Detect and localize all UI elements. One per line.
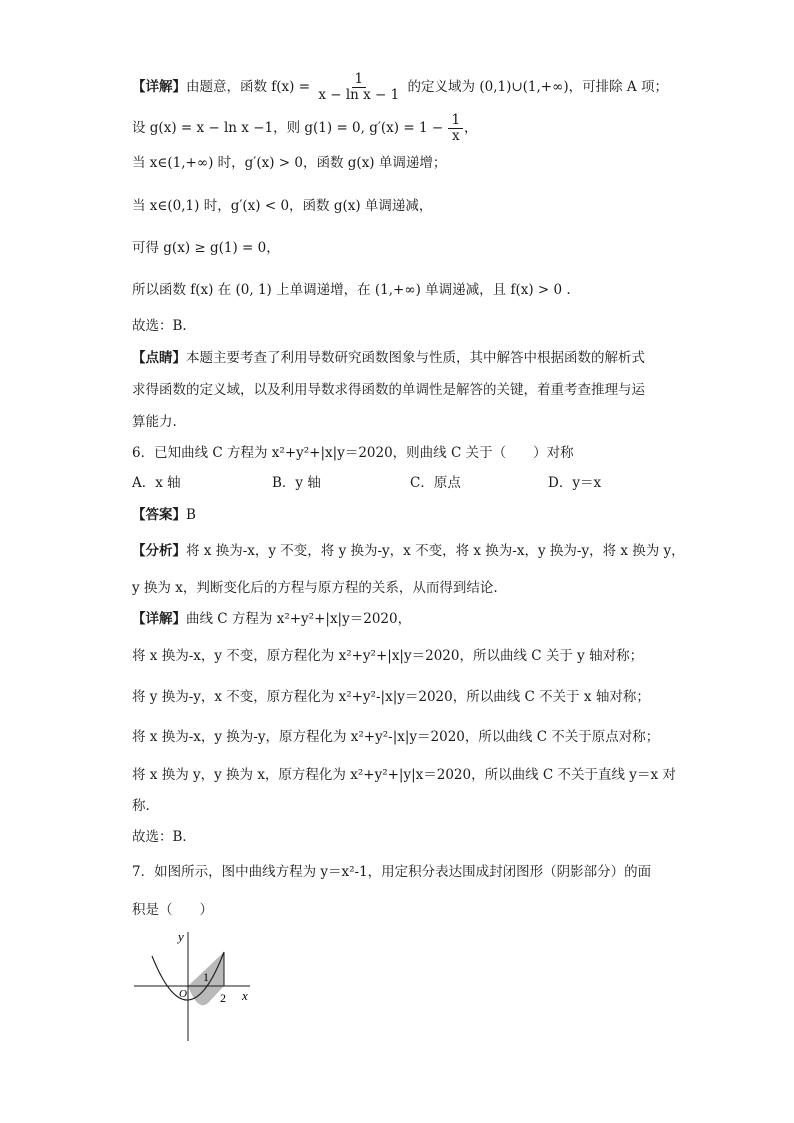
analysis-tag: 【分析】 xyxy=(132,543,186,559)
detail2-line-6: 称. xyxy=(132,798,150,814)
fraction xyxy=(448,113,463,144)
detail2-line-2: 将 x 换为-x，y 不变，原方程化为 x²+y²+|x|y＝2020，所以曲线 C 关于 y 轴对称； xyxy=(132,648,644,664)
text: ， xyxy=(464,120,478,136)
analysis-line-2: y 换为 x，判断变化后的方程与原方程的关系，从而得到结论. xyxy=(132,580,498,596)
line-detail-5: 可得 g(x) ≥ g(1) = 0， xyxy=(132,240,280,256)
text: 本题主要考查了利用导数研究函数图象与性质，其中解答中根据函数的解析式 xyxy=(186,350,645,366)
fraction-numerator: 1 xyxy=(352,72,367,88)
option-b: B．y 轴 xyxy=(272,475,321,491)
mark-2-label: 2 xyxy=(220,991,226,1005)
detail2-line-7: 故选：B． xyxy=(132,829,196,845)
fraction-denominator: x xyxy=(451,128,460,144)
line-choice-1: 故选：B. xyxy=(132,318,187,334)
option-a: A．x 轴 xyxy=(132,475,181,491)
analysis-line-1 xyxy=(132,541,685,561)
detail-tag: 【详解】 xyxy=(132,611,186,627)
option-c: C．原点 xyxy=(410,475,461,491)
x-axis-label: x xyxy=(242,988,248,1003)
comment-tag: 【点睛】 xyxy=(132,350,186,366)
detail2-line-3: 将 y 换为-y，x 不变，原方程化为 x²+y²-|x|y＝2020，所以曲线 C 不关于 x 轴对称； xyxy=(132,689,650,705)
text: 曲线 C 方程为 x²+y²+|x|y＝2020， xyxy=(186,611,412,627)
text: 设 g(x) = x − ln x −1，则 g(1) = 0, g′(x) = 1 − xyxy=(132,120,448,136)
detail-tag: 【详解】 xyxy=(132,79,186,95)
question-6: 6．已知曲线 C 方程为 x²+y²+|x|y＝2020，则曲线 C 关于（ ）对称 xyxy=(132,445,574,461)
line-detail-1 xyxy=(132,72,668,103)
fraction xyxy=(315,72,402,103)
text: 将 x 换为-x，y 不变，将 y 换为-y，x 不变，将 x 换为-x，y 换为-y，将 x 换为 y， xyxy=(186,543,685,559)
line-detail-6: 所以函数 f(x) 在 (0, 1) 上单调递增，在 (1,+∞) 单调递减，且 f(x) > 0 . xyxy=(132,282,571,298)
parabola-figure xyxy=(130,926,260,1044)
option-d: D．y＝x xyxy=(548,475,602,491)
line-detail-2 xyxy=(132,113,478,144)
line-comment-1 xyxy=(132,348,645,368)
line-detail-4: 当 x∈(0,1) 时，g′(x) < 0，函数 g(x) 单调递减， xyxy=(132,198,433,214)
line-comment-2: 求得函数的定义域，以及利用导数求得函数的单调性是解答的关键，着重考查推理与运 xyxy=(132,382,645,398)
answer-tag: 【答案】 xyxy=(132,507,186,523)
detail2-line-4: 将 x 换为-x，y 换为-y，原方程化为 x²+y²-|x|y＝2020，所以曲线 C 不关于原点对称； xyxy=(132,729,660,745)
detail2-line-1 xyxy=(132,609,411,629)
answer-line xyxy=(132,505,196,525)
question-7-line-1: 7．如图所示，图中曲线方程为 y＝x²-1，用定积分表达围成封闭图形（阴影部分）的面 xyxy=(132,864,652,880)
origin-label: O xyxy=(179,988,187,1000)
question-7-line-2: 积是（ ） xyxy=(132,902,213,918)
mark-1-label: 1 xyxy=(203,970,209,984)
line-comment-3: 算能力. xyxy=(132,414,177,430)
fraction-denominator: x − ln x − 1 xyxy=(318,87,400,103)
line-detail-3: 当 x∈(1,+∞) 时，g′(x) > 0，函数 g(x) 单调递增； xyxy=(132,155,447,171)
answer-value: B xyxy=(186,507,196,523)
detail2-line-5: 将 x 换为 y，y 换为 x，原方程化为 x²+y²+|y|x＝2020，所以曲线 C 不关于直线 y＝x 对 xyxy=(132,767,676,783)
text: 的定义域为 (0,1)∪(1,+∞)，可排除 A 项； xyxy=(403,79,668,95)
fraction-numerator: 1 xyxy=(448,113,463,129)
text: 由题意，函数 f(x) = xyxy=(186,79,315,95)
y-axis-label: y xyxy=(178,929,184,944)
